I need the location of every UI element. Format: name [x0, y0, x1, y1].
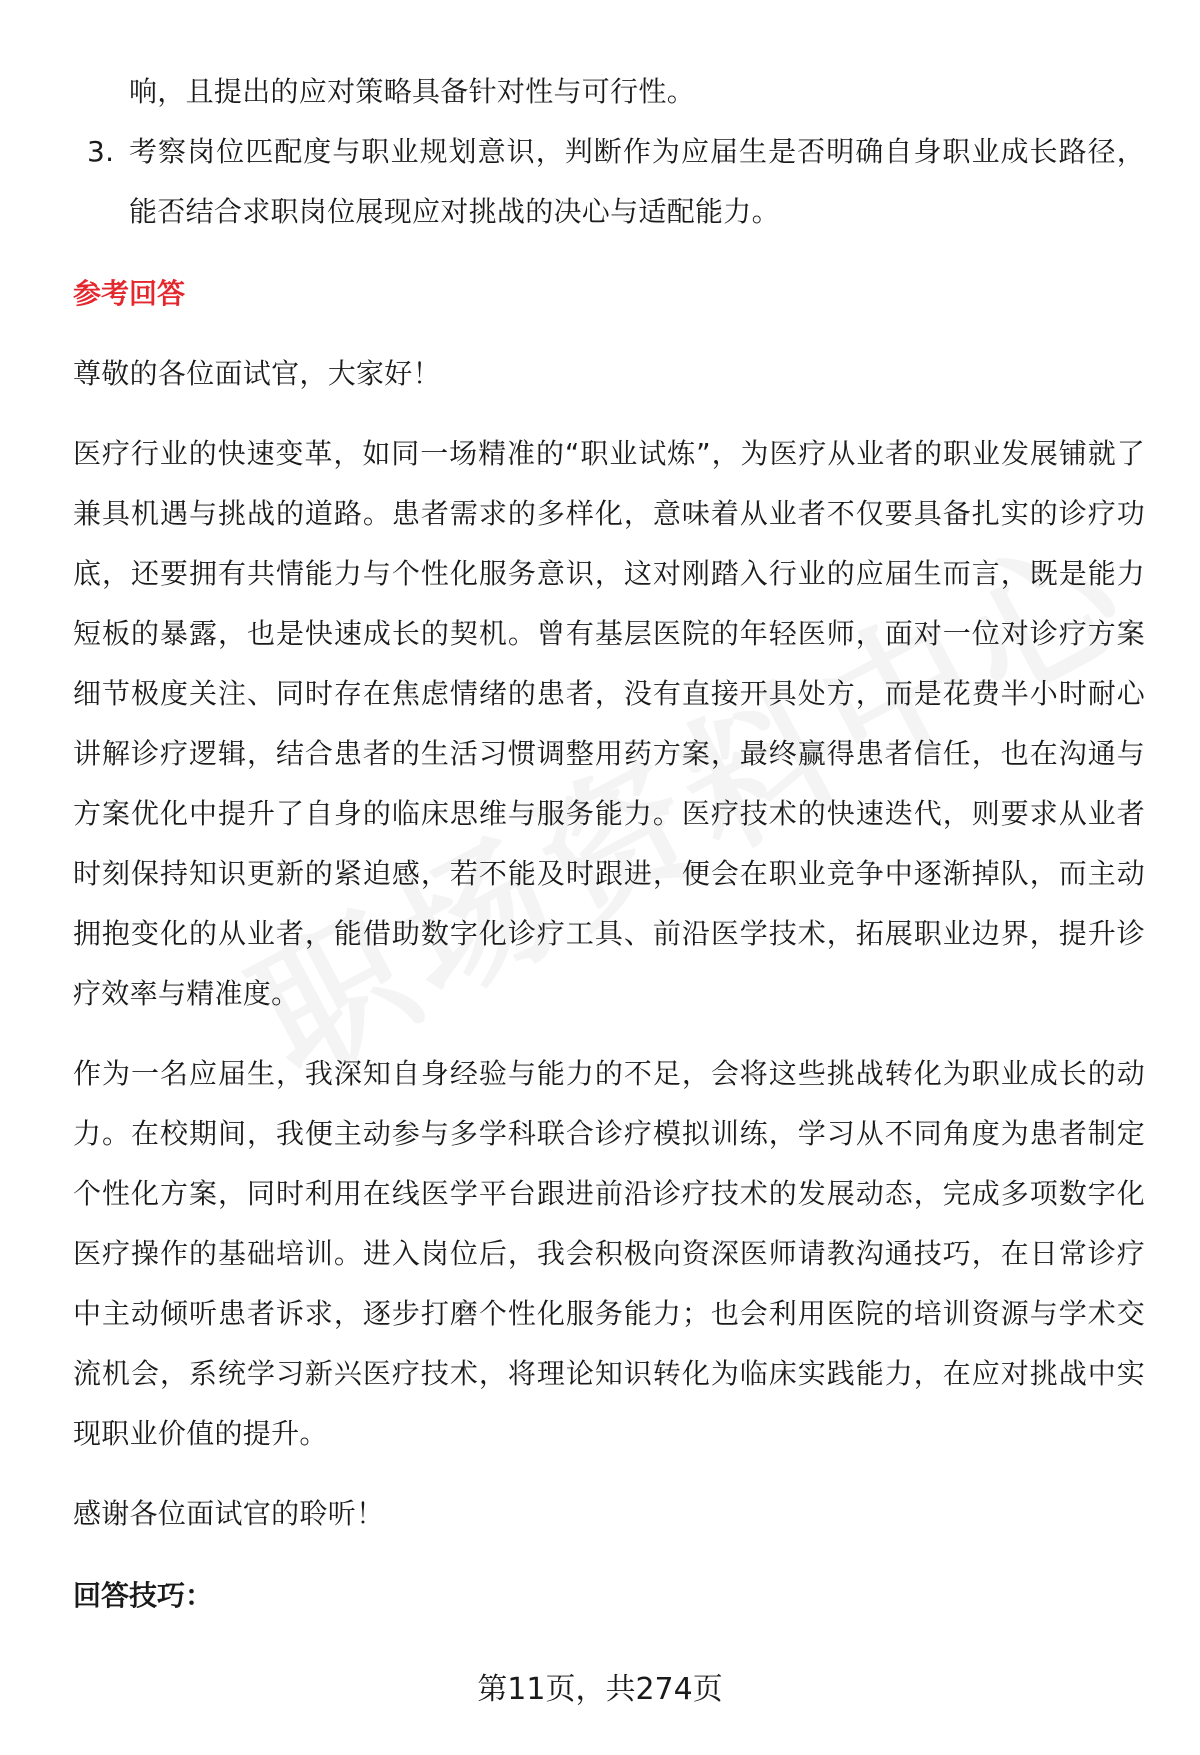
answer-tips-heading: 回答技巧： — [73, 1579, 214, 1612]
page-number-footer: 第11页，共274页 — [477, 1672, 723, 1707]
document-content — [73, 62, 1145, 1626]
closing: 感谢各位面试官的聆听！ — [73, 1497, 385, 1530]
list-item-3-text: 考察岗位匹配度与职业规划意识，判断作为应届生是否明确自身职业成长路径，能否结合求职岗位展现应对挑战的决心与适配能力。 — [129, 135, 1145, 228]
list-item-3-number: 3. — [87, 135, 115, 168]
list-item-2-continuation: 响，且提出的应对策略具备针对性与可行性。 — [129, 75, 696, 108]
reference-answer-heading: 参考回答 — [73, 277, 186, 310]
greeting: 尊敬的各位面试官，大家好！ — [73, 357, 441, 390]
paragraph-1: 医疗行业的快速变革，如同一场精准的“职业试炼”，为医疗从业者的职业发展铺就了兼具机遇与挑战的道路。患者需求的多样化，意味着从业者不仅要具备扎实的诊疗功底，还要拥有共情能力与个性化服务意识，这对刚踏入行业的应届生而言，既是能力短板的暴露，也是快速成长的契机。曾有基层医院的年轻医师，面对一位对诊疗方案细节极度关注、同时存在焦虑情绪的患者，没有直接开具处方，而是花费半小时耐心讲解诊疗逻辑，结合患者的生活习惯调整用药方案，最终赢得患者信任，也在沟通与方案优化中提升了自身的临床思维与服务能力。医疗技术的快速迭代，则要求从业者时刻保持知识更新的紧迫感，若不能及时跟进，便会在职业竞争中逐渐掉队，而主动拥抱变化的从业者，能借助数字化诊疗工具、前沿医学技术，拓展职业边界，提升诊疗效率与精准度。 — [73, 437, 1145, 1010]
paragraph-2: 作为一名应届生，我深知自身经验与能力的不足，会将这些挑战转化为职业成长的动力。在校期间，我便主动参与多学科联合诊疗模拟训练，学习从不同角度为患者制定个性化方案，同时利用在线医学平台跟进前沿诊疗技术的发展动态，完成多项数字化医疗操作的基础培训。进入岗位后，我会积极向资深医师请教沟通技巧，在日常诊疗中主动倾听患者诉求，逐步打磨个性化服务能力；也会利用医院的培训资源与学术交流机会，系统学习新兴医疗技术，将理论知识转化为临床实践能力，在应对挑战中实现职业价值的提升。 — [73, 1057, 1145, 1450]
list-item-3 — [73, 122, 1145, 242]
